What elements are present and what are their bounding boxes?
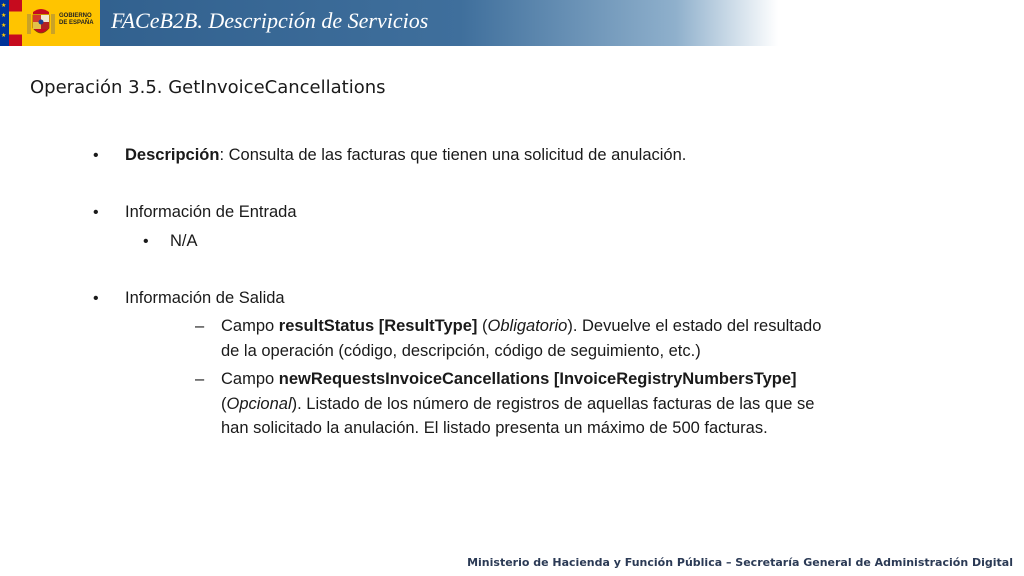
header-title: FACeB2B. Descripción de Servicios [111,8,429,33]
output-item-2-line-1: Campo newRequestsInvoiceCancellations [InvoiceRegistryNumbersType] [221,370,797,388]
dash-icon: – [195,317,205,335]
slide-title: Operación 3.5. GetInvoiceCancellations [30,77,386,98]
bullet-icon: • [93,147,99,164]
input-label: Información de Entrada [125,203,297,221]
input-value: N/A [170,232,198,250]
bullet-icon: • [143,233,149,250]
output-label: Información de Salida [125,289,285,307]
output-item-2-line-2: (Opcional). Listado de los número de registros de aquellas facturas de las que se [221,395,815,413]
star-icon: ★ [1,22,7,29]
description-label: Descripción [125,146,220,164]
bullet-icon: • [93,204,99,221]
dash-icon: – [195,370,205,388]
output-item-1-line-1: Campo resultStatus [ResultType] (Obligatorio). Devuelve el estado del resultado [221,317,822,335]
star-icon: ★ [1,2,7,9]
new-requests-field: newRequestsInvoiceCancellations [InvoiceRegistryNumbersType] [278,370,797,388]
opcional-qualifier: Opcional [226,395,292,413]
description-text: : Consulta de las facturas que tienen una solicitud de anulación. [219,146,687,164]
gobierno-logo-text: GOBIERNO DE ESPAÑA [59,13,94,26]
footer-text: Ministerio de Hacienda y Función Pública – Secretaría General de Administración Digital [467,556,1013,569]
obligatorio-qualifier: Obligatorio [487,317,568,335]
result-status-field: resultStatus [ResultType] [278,317,478,335]
output-item-2-line-3: han solicitado la anulación. El listado presenta un máximo de 500 facturas. [221,419,768,437]
description-line [125,146,686,165]
star-icon: ★ [1,12,7,19]
star-icon: ★ [1,32,7,39]
bullet-icon: • [93,290,99,307]
output-item-1-line-2: de la operación (código, descripción, código de seguimiento, etc.) [221,342,701,360]
